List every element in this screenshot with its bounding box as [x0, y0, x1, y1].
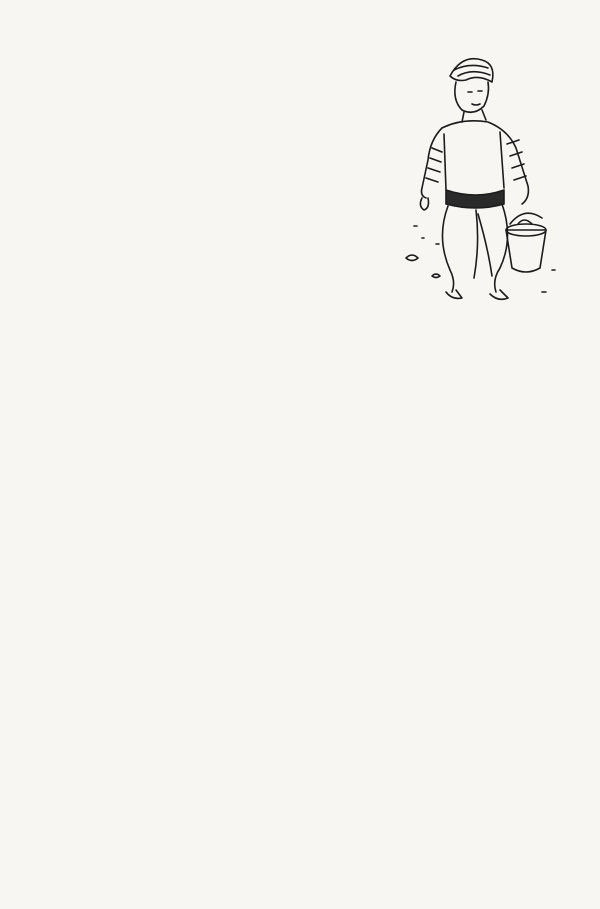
man-with-bucket-illustration	[392, 48, 572, 318]
